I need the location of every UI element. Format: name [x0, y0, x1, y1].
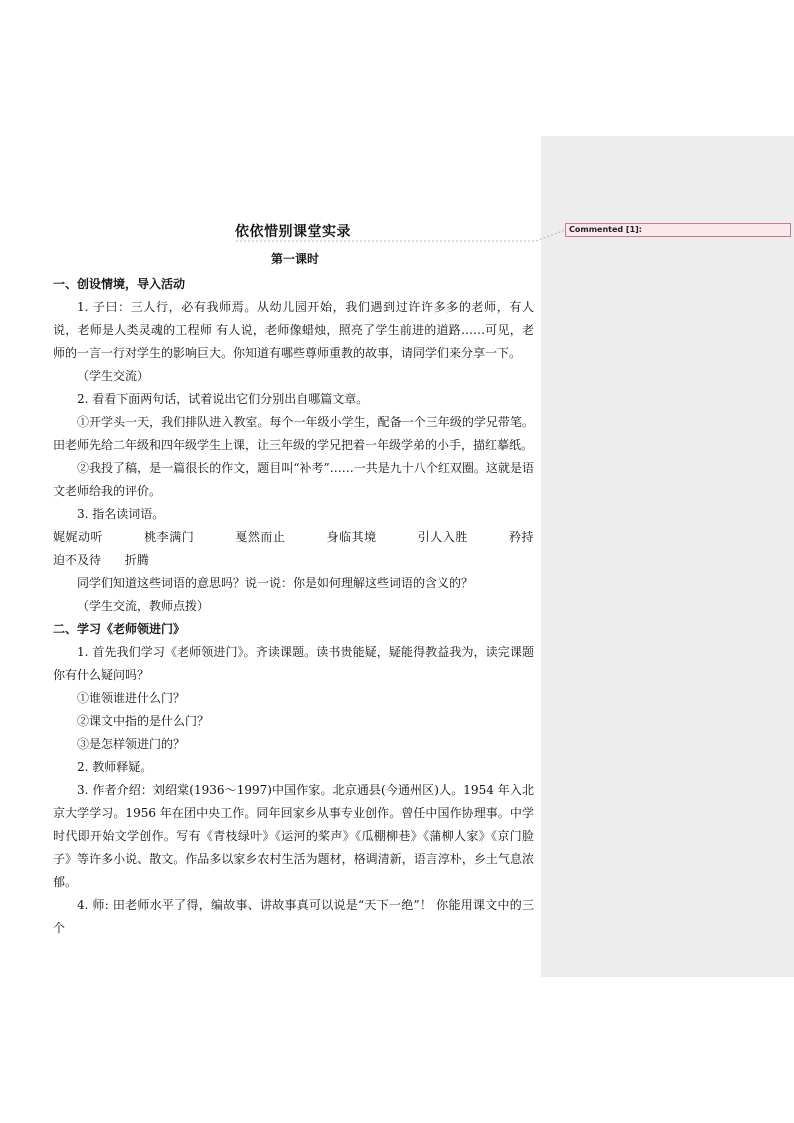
vocab-line-1 — [53, 526, 534, 549]
vocab-word: 迫不及待 — [53, 553, 102, 567]
question-item: ①谁领谁进什么门？ — [77, 691, 186, 705]
paragraph: 2. 看看下面两句话，试着说出它们分别出自哪篇文章。 — [77, 392, 369, 406]
lesson-subtitle: 第一课时 — [271, 252, 320, 266]
vocab-word: 桃李满门 — [144, 530, 195, 544]
paragraph: 4. 师: 田老师水平了得，编故事、讲故事真可以说是“天下一绝”！ 你能用课文中的三个 — [53, 898, 534, 935]
vocab-word: 戛然而止 — [235, 530, 286, 544]
section-heading-1: 一、创设情境，导入活动 — [53, 277, 186, 291]
paragraph: 1. 首先我们学习《老师领进门》。齐读课题。读书贵能疑，疑能得教益我为，读完课题你有什么疑问吗？ — [53, 645, 534, 682]
paragraph: ①开学头一天，我们排队进入教室。每个一年级小学生，配备一个三年级的学兄带笔。田老师先给二年级和四年级学生上课，让三年级的学兄把着一年级学弟的小手，描红摹纸。 — [53, 415, 534, 452]
paragraph: 2. 教师释疑。 — [77, 760, 153, 774]
vocab-line-2 — [53, 549, 534, 572]
vocab-word: 身临其境 — [326, 530, 377, 544]
vocab-word: 矜持 — [508, 530, 534, 544]
page-title: 依依惜别课堂实录 — [235, 224, 351, 240]
question-item: ②课文中指的是什么门？ — [77, 714, 210, 728]
comment-balloon[interactable] — [565, 223, 791, 237]
paragraph: 1. 子曰：三人行，必有我师焉。从幼儿园开始，我们遇到过许许多多的老师，有人说，老师是人类灵魂的工程师 有人说，老师像蜡烛，照亮了学生前进的道路……可见，老师的一言一行对学生的影响巨大。你知道有哪些尊师重教的故事，请同学们来分享一下。 — [53, 300, 534, 360]
paragraph: （学生交流，教师点拨） — [77, 599, 210, 613]
paragraph: ②我投了稿，是一篇很长的作文，题目叫“补考”……一共是九十八个红双圈。这就是语文老师给我的评价。 — [53, 461, 534, 498]
question-item: ③是怎样领进门的？ — [77, 737, 186, 751]
document-body — [53, 273, 534, 940]
vocab-word: 引人入胜 — [417, 530, 468, 544]
vocab-word: 折腾 — [124, 553, 149, 567]
section-heading-2: 二、学习《老师领进门》 — [53, 622, 186, 636]
paragraph: 3. 作者介绍：刘绍棠(1936～1997)中国作家。北京通县(今通州区)人。1954 年入北京大学学习。1956 年在团中央工作。同年回家乡从事专业创作。曾任中国作协理事。中学时代即开始文学创作。写有《青枝绿叶》《运河的桨声》《瓜棚柳巷》《蒲柳人家》《京门脸子》等许多小说、散文。作品多以家乡农村生活为题材，格调清新，语言淳朴，乡土气息浓郁。 — [53, 783, 534, 889]
comment-label: Commented [1]: — [569, 225, 642, 234]
vocab-word: 娓娓动听 — [53, 530, 104, 544]
paragraph: （学生交流） — [77, 369, 150, 383]
paragraph: 3. 指名读词语。 — [77, 507, 165, 521]
paragraph: 同学们知道这些词语的意思吗？说一说：你是如何理解这些词语的含义的？ — [77, 576, 474, 590]
